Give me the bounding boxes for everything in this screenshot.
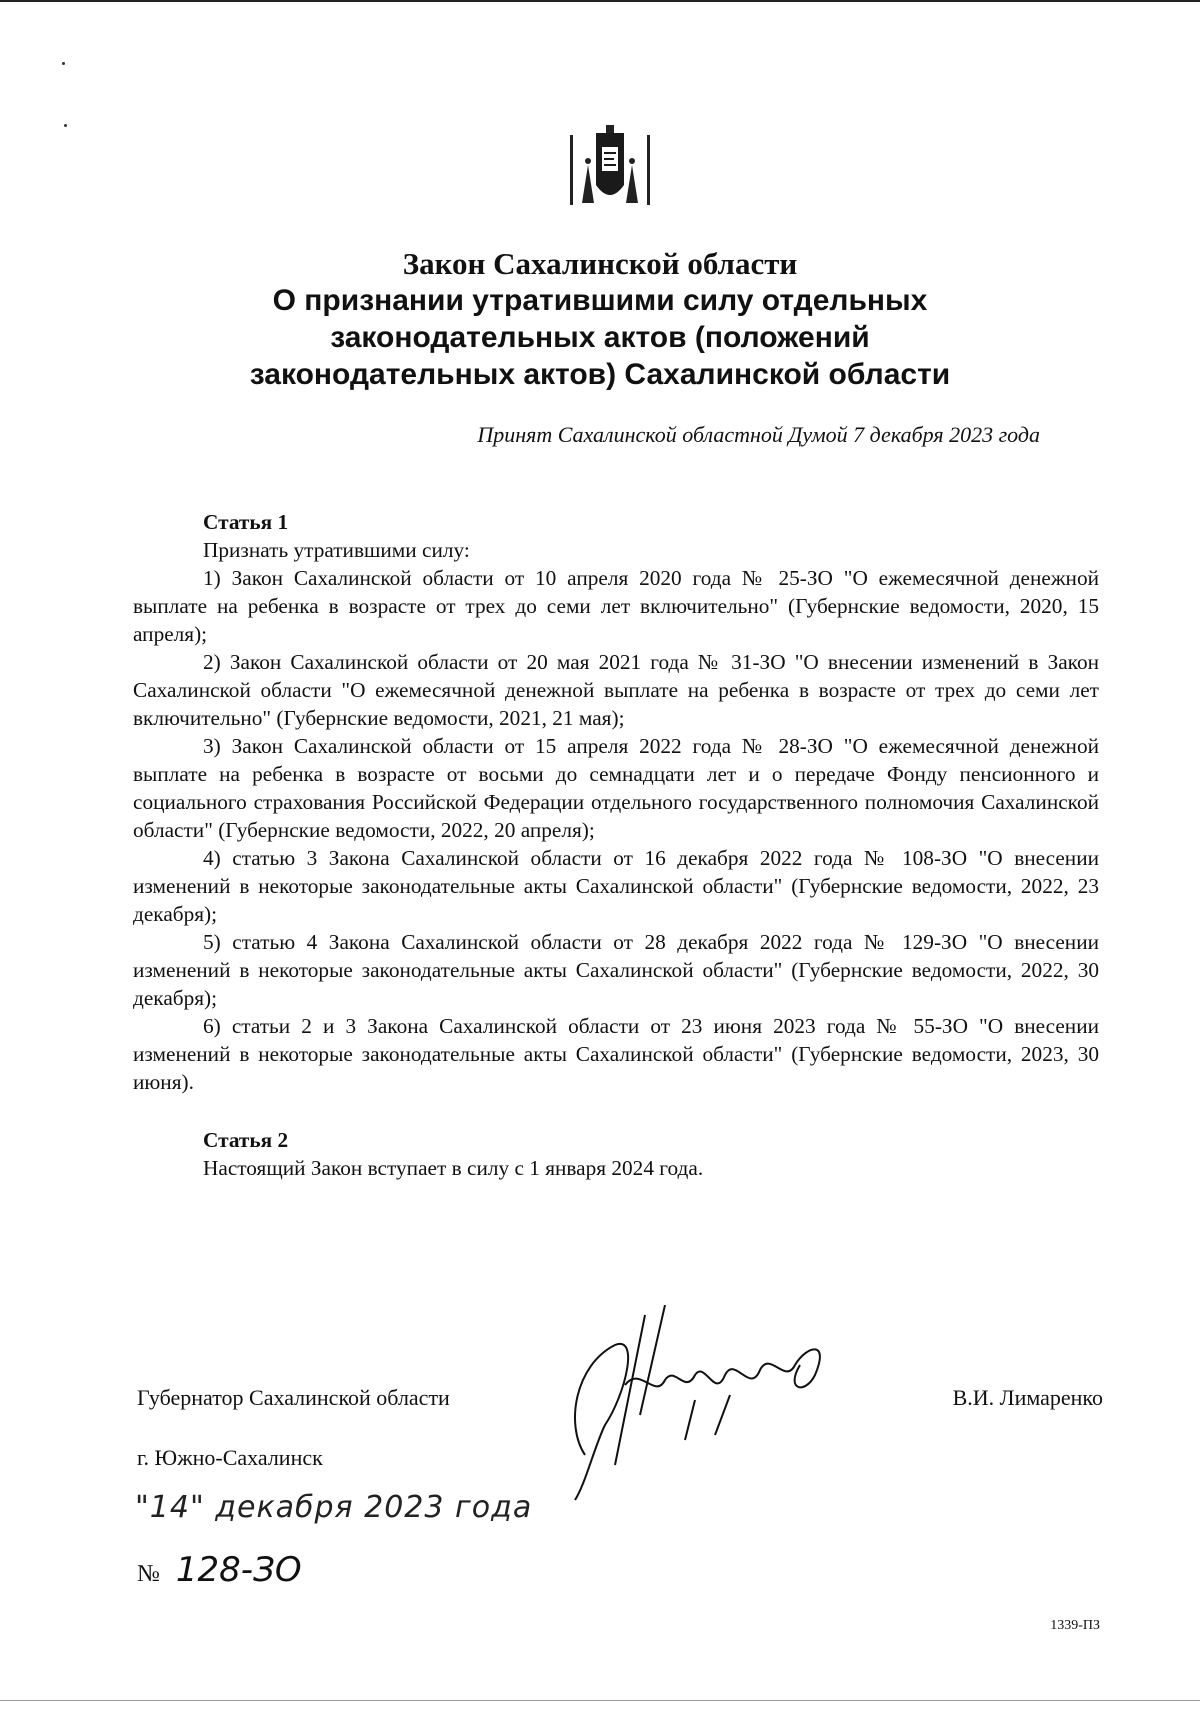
handwritten-number: 128-ЗО	[175, 1550, 302, 1590]
article-1-item: 4) статью 3 Закона Сахалинской области от 16 декабря 2022 года № 108-ЗО "О внесении изменений в некоторые законодательные акты Сахалинской области" (Губернские ведомости, 2022, 23 декабря);	[133, 846, 1099, 926]
scan-top-edge	[0, 0, 1200, 2]
article-1-item: 1) Закон Сахалинской области от 10 апреля 2020 года № 25-ЗО "О ежемесячной денежной выплате на ребенка в возрасте от трех до семи лет включительно" (Губернские ведомости, 2020, 15 апреля);	[133, 566, 1099, 646]
governor-title: Губернатор Сахалинской области	[137, 1385, 450, 1410]
coat-of-arms-emblem	[568, 125, 652, 211]
law-body	[133, 508, 1099, 1182]
law-title-block	[100, 246, 1100, 393]
scan-speck	[62, 62, 65, 65]
article-1-item: 5) статью 4 Закона Сахалинской области от 28 декабря 2022 года № 129-ЗО "О внесении изменений в некоторые законодательные акты Сахалинской области" (Губернские ведомости, 2022, 30 декабря);	[133, 930, 1099, 1010]
law-title: О признании утратившими силу отдельных законодательных актов (положений законодательных актов) Сахалинской области	[249, 284, 951, 391]
scan-bottom-edge	[0, 1700, 1200, 1701]
article-1-item: 2) Закон Сахалинской области от 20 мая 2021 года № 31-ЗО "О внесении изменений в Закон Сахалинской области "О ежемесячной денежной выплате на ребенка в возрасте от трех до семи лет включительно" (Губернские ведомости, 2021, 21 мая);	[133, 650, 1099, 730]
number-prefix: №	[137, 1561, 160, 1587]
document-code: 1339-ПЗ	[1050, 1618, 1100, 1633]
article-2-text: Настоящий Закон вступает в силу с 1 января 2024 года.	[203, 1156, 704, 1180]
law-number	[137, 1550, 302, 1590]
governor-signature	[545, 1305, 865, 1505]
scan-speck	[64, 124, 67, 127]
article-1-title: Статья 1	[203, 510, 289, 534]
adoption-note: Принят Сахалинской областной Думой 7 декабря 2023 года	[477, 422, 1040, 447]
signing-city: г. Южно-Сахалинск	[137, 1445, 323, 1470]
article-1-item: 3) Закон Сахалинской области от 15 апреля 2022 года № 28-ЗО "О ежемесячной денежной выплате на ребенка в возрасте от восьми до семнадцати лет и о передаче Фонду пенсионного и социального страхования Российской Федерации отдельного государственного полномочия Сахалинской области" (Губернские ведомости, 2022, 20 апреля);	[133, 734, 1099, 842]
article-2-title: Статья 2	[203, 1128, 289, 1152]
law-heading: Закон Сахалинской области	[402, 246, 798, 281]
handwritten-date: "14" декабря 2023 года	[135, 1490, 533, 1525]
article-1-item: 6) статьи 2 и 3 Закона Сахалинской области от 23 июня 2023 года № 55-ЗО "О внесении изменений в некоторые законодательные акты Сахалинской области" (Губернские ведомости, 2023, 30 июня).	[133, 1014, 1099, 1094]
governor-name: В.И. Лимаренко	[952, 1385, 1103, 1410]
article-1-intro: Признать утратившими силу:	[203, 538, 470, 562]
signing-date	[135, 1490, 532, 1525]
